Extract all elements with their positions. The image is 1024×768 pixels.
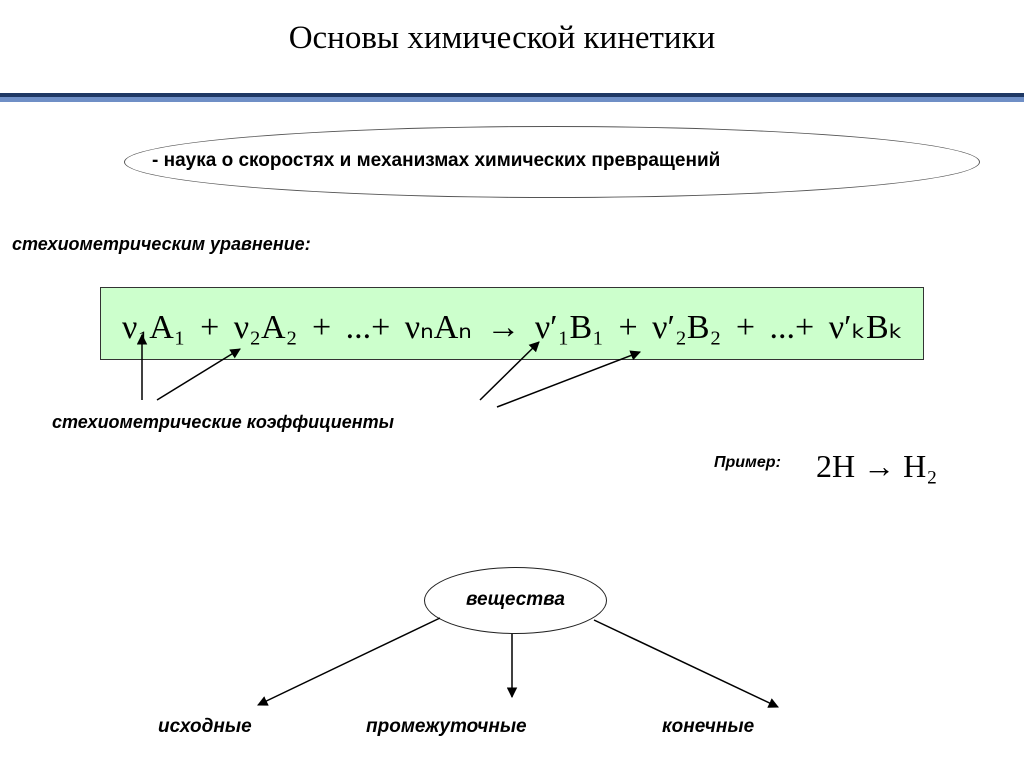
coefficients-label: стехиометрические коэффициенты — [52, 412, 395, 432]
example-label: Пример: — [714, 454, 781, 471]
stoichiometric-equation-label: стехиометрическим уравнение: — [12, 234, 311, 254]
example-equation: 2H → H₂ — [816, 448, 938, 484]
page-title: Основы химической кинетики — [288, 20, 716, 56]
coef-arrow-nu2 — [157, 349, 240, 400]
definition-text: - наука о скоростях и механизмах химических превращений — [152, 150, 721, 171]
category-initial: исходные — [158, 716, 252, 737]
stoichiometric-equation: ν₁A₁ + ν₂A₂ + ...+ νₙAₙ → ν′₁B₁ + ν′₂B₂ + ...+ ν′ₖBₖ — [122, 309, 904, 346]
branch-arrow-final — [594, 620, 778, 707]
substances-label: вещества — [466, 589, 565, 610]
coef-arrow-nu1-prime — [480, 342, 539, 400]
coef-arrow-nu2-prime — [497, 352, 640, 407]
branch-arrow-initial — [258, 618, 440, 705]
category-intermediate: промежуточные — [366, 716, 527, 737]
category-final: конечные — [662, 716, 755, 737]
